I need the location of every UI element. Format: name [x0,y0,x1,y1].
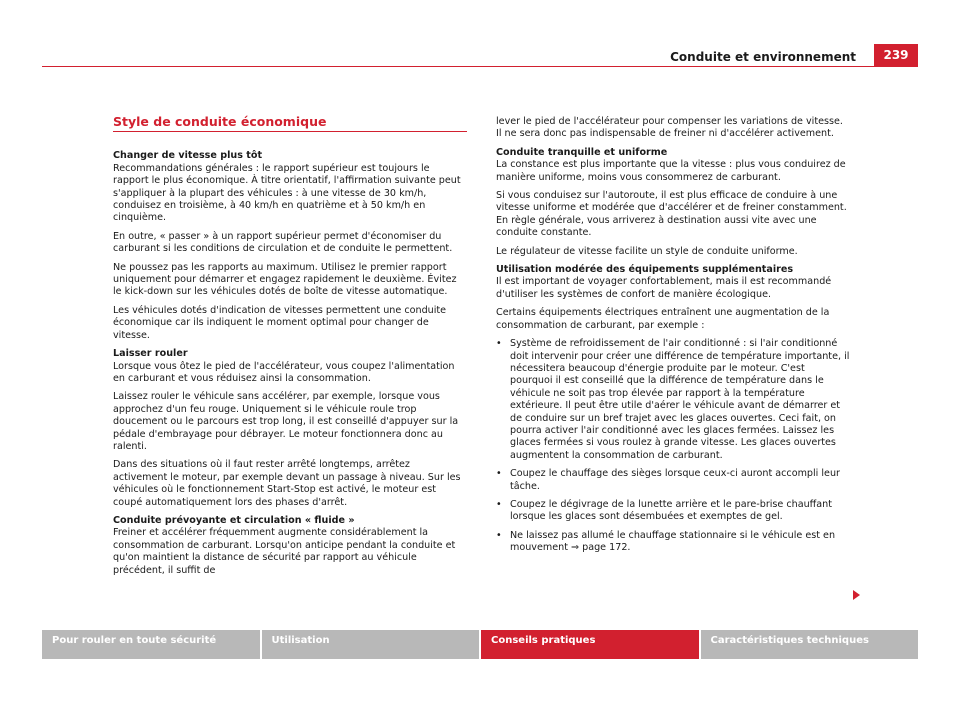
subheading: Changer de vitesse plus tôt [113,150,263,162]
tab-conseils-pratiques[interactable]: Conseils pratiques [481,630,699,659]
right-column [496,116,850,555]
bullet-icon: • [496,529,502,541]
list-item [496,499,850,524]
paragraph: Il est important de voyager confortablement, mais il est recommandé d'utiliser les systèmes de confort de manière écologique. [496,276,832,300]
list-item-text: Coupez le chauffage des sièges lorsque ceux-ci auront accompli leur tâche. [510,468,840,492]
list-item-text: Système de refroidissement de l'air conditionné : si l'air conditionné doit intervenir pour créer une différence de température importante, il nécessitera beaucoup d'énergie produite par le moteur. C'est pourquoi il est conseillé que la différence de température dans le véhicule ne soit pas trop élevée par rapport à la température extérieure. Il peut être utile d'aérer le véhicule avant de démarrer et de conduire sur un bref trajet avec les glaces ouvertes. Ceci fait, on pourra activer l'air conditionné avec les glaces fermées. Laissez les glaces fermées si vous roulez à grande vitesse. Les glaces ouvertes augmentent la consommation de carburant. [510,338,850,461]
continue-arrow-icon [853,590,860,600]
paragraph: lever le pied de l'accélérateur pour compenser les variations de vitesse. Il ne sera donc pas indispensable de freiner ni d'accélérer activement. [496,116,843,140]
paragraph: Ne poussez pas les rapports au maximum. Utilisez le premier rapport uniquement pour démarrer et engagez rapidement le deuxième. Évitez le kick-down sur les véhicules dotés de boîte de vitesse automatique. [113,261,457,298]
paragraph: Si vous conduisez sur l'autoroute, il est plus efficace de conduire à une vitesse uniforme et modérée que d'accélérer et de freiner constamment. En règle générale, vous arriverez à destination aussi vite avec une conduite constante. [496,190,847,239]
page-number: 239 [874,44,918,66]
paragraph: Dans des situations où il faut rester arrêté longtemps, arrêtez activement le moteur, par exemple devant un passage à niveau. Sur les véhicules où le fonctionnement Start-Stop est activé, le moteur est coupé automatiquement lors des phases d'arrêt. [113,459,461,508]
tab-pour-rouler[interactable]: Pour rouler en toute sécurité [42,630,260,659]
paragraph: Les véhicules dotés d'indication de vitesses permettent une conduite économique car ils indiquent le moment optimal pour changer de vitesse. [113,304,447,341]
footer-nav [42,630,918,659]
paragraph: Recommandations générales : le rapport supérieur est toujours le rapport le plus économique. À titre orientatif, l'affirmation suivante peut s'appliquer à la plupart des véhicules : à une vitesse de 30 km/h, conduisez en troisième, à 40 km/h en quatrième et à 50 km/h en cinquième. [113,162,461,224]
tab-caracteristiques[interactable]: Caractéristiques techniques [701,630,919,659]
paragraph: En outre, « passer » à un rapport supérieur permet d'économiser du carburant si les conditions de circulation et de conduite le permettent. [113,230,453,255]
bullet-icon: • [496,468,502,480]
tab-utilisation[interactable]: Utilisation [262,630,480,659]
bullet-icon: • [496,498,502,510]
left-column [113,116,467,583]
list-item-text: Coupez le dégivrage de la lunette arrière et le pare-brise chauffant lorsque les glaces sont désembuées et exemptes de gel. [510,498,833,523]
running-header: Conduite et environnement [670,50,856,64]
subheading: Conduite tranquille et uniforme [496,146,668,158]
paragraph: Laissez rouler le véhicule sans accélérer, par exemple, lorsque vous approchez d'un feu rouge. Uniquement si le véhicule roule trop doucement ou le parcours est trop long, il est conseillé d'appuyer sur la pédale d'embrayage pour débrayer. Le moteur fonctionnera donc au ralenti. [113,391,459,452]
paragraph: Certains équipements électriques entraînent une augmentation de la consommation de carburant, par exemple : [496,307,830,331]
section-title: Style de conduite économique [113,116,467,132]
paragraph: Freiner et accélérer fréquemment augmente considérablement la consommation de carburant. Lorsqu'on anticipe pendant la conduite et qu'on maintient la distance de sécurité par rapport au véhicule précédent, il suffit de [113,527,456,576]
header-rule [42,66,918,67]
list-item [496,530,850,555]
list-item [496,338,850,462]
paragraph: La constance est plus importante que la vitesse : plus vous conduirez de manière uniforme, moins vous consommerez de carburant. [496,159,846,183]
bullet-icon: • [496,338,502,350]
list-item-text: Ne laissez pas allumé le chauffage stationnaire si le véhicule est en mouvement ⇒ page 172. [510,529,836,554]
list-item [496,468,850,493]
paragraph: Le régulateur de vitesse facilite un style de conduite uniforme. [496,245,798,257]
subheading: Laisser rouler [113,348,188,360]
paragraph: Lorsque vous ôtez le pied de l'accélérateur, vous coupez l'alimentation en carburant et vous réduisez ainsi la consommation. [113,360,455,384]
subheading: Conduite prévoyante et circulation « fluide » [113,514,355,526]
subheading: Utilisation modérée des équipements supplémentaires [496,264,794,276]
